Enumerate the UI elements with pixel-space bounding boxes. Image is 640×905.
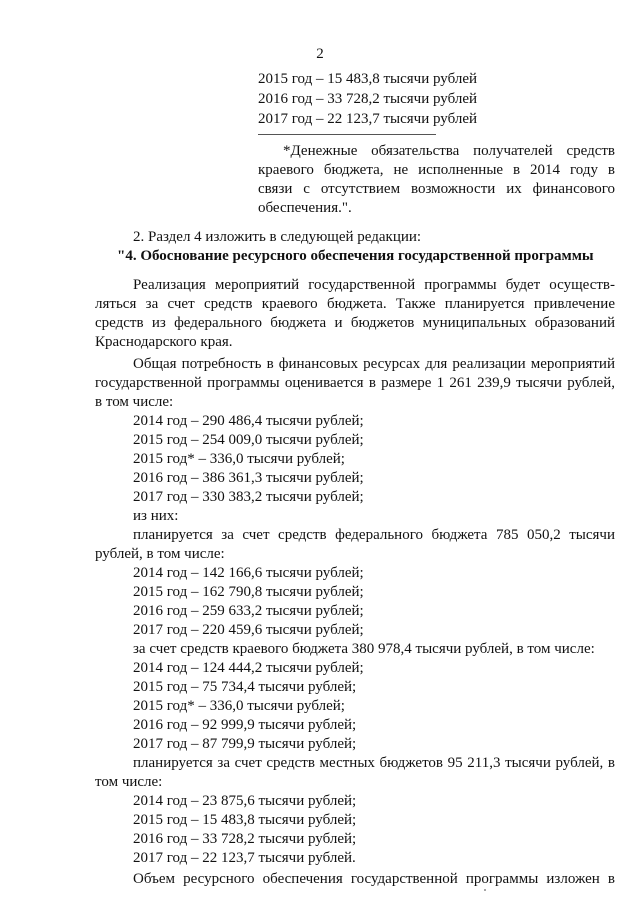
federal-year-2014: 2014 год – 142 166,6 тысячи рублей; [133, 565, 364, 581]
carryover-2015: 2015 год – 15 483,8 тысячи рублей [258, 71, 478, 87]
federal-year-2017: 2017 год – 220 459,6 тысячи рублей; [133, 622, 364, 638]
total-year-2015: 2015 год – 254 009,0 тысячи рублей; [133, 432, 364, 448]
total-line-2: государственной программы оценивается в размере 1 261 239,9 тысячи рублей, [95, 375, 615, 391]
of-them-label: из них: [133, 508, 179, 524]
total-year-2016: 2016 год – 386 361,3 тысячи рублей; [133, 470, 364, 486]
footnote-line-1: *Денежные обязательства получателей средств [283, 143, 615, 159]
local-year-2017: 2017 год – 22 123,7 тысячи рублей. [133, 850, 356, 866]
footnote-separator [258, 134, 436, 135]
scan-speck [484, 889, 486, 891]
total-year-2015-star: 2015 год* – 336,0 тысячи рублей; [133, 451, 345, 467]
federal-line-1: планируется за счет средств федерального бюджета 785 050,2 тысячи [133, 527, 615, 543]
total-line-3: в том числе: [95, 394, 174, 410]
local-line-2: том числе: [95, 774, 163, 790]
regional-year-2015: 2015 год – 75 734,4 тысячи рублей; [133, 679, 357, 695]
regional-year-2017: 2017 год – 87 799,9 тысячи рублей; [133, 736, 357, 752]
federal-year-2015: 2015 год – 162 790,8 тысячи рублей; [133, 584, 364, 600]
carryover-2017: 2017 год – 22 123,7 тысячи рублей [258, 111, 478, 127]
intro-line-3: средств из федерального бюджета и бюджетов муниципальных образований [95, 315, 615, 331]
federal-year-2016: 2016 год – 259 633,2 тысячи рублей; [133, 603, 364, 619]
closing-line: Объем ресурсного обеспечения государственной программы изложен в [133, 871, 615, 887]
total-year-2014: 2014 год – 290 486,4 тысячи рублей; [133, 413, 364, 429]
local-year-2014: 2014 год – 23 875,6 тысячи рублей; [133, 793, 357, 809]
amendment-item: 2. Раздел 4 изложить в следующей редакции: [133, 229, 422, 245]
intro-line-2: ляться за счет средств краевого бюджета. Также планируется привлечение [95, 296, 615, 312]
federal-line-2: рублей, в том числе: [95, 546, 225, 562]
local-year-2016: 2016 год – 33 728,2 тысячи рублей; [133, 831, 357, 847]
regional-line: за счет средств краевого бюджета 380 978,4 тысячи рублей, в том числе: [133, 641, 595, 657]
regional-year-2015-star: 2015 год* – 336,0 тысячи рублей; [133, 698, 345, 714]
local-line-1: планируется за счет средств местных бюджетов 95 211,3 тысячи рублей, в [133, 755, 615, 771]
total-year-2017: 2017 год – 330 383,2 тысячи рублей; [133, 489, 364, 505]
local-year-2015: 2015 год – 15 483,8 тысячи рублей; [133, 812, 357, 828]
total-line-1: Общая потребность в финансовых ресурсах для реализации мероприятий [133, 356, 615, 372]
page-number: 2 [316, 46, 324, 62]
regional-year-2016: 2016 год – 92 999,9 тысячи рублей; [133, 717, 357, 733]
footnote-line-4: обеспечения.". [258, 200, 352, 216]
carryover-2016: 2016 год – 33 728,2 тысячи рублей [258, 91, 478, 107]
regional-year-2014: 2014 год – 124 444,2 тысячи рублей; [133, 660, 364, 676]
footnote-line-2: краевого бюджета, не исполненные в 2014 году в [258, 162, 615, 178]
intro-line-4: Краснодарского края. [95, 334, 233, 350]
footnote-line-3: связи с отсутствием возможности их финансового [258, 181, 615, 197]
section-title: "4. Обоснование ресурсного обеспечения государственной программы [117, 248, 594, 264]
intro-line-1: Реализация мероприятий государственной программы будет осуществ- [133, 277, 615, 293]
